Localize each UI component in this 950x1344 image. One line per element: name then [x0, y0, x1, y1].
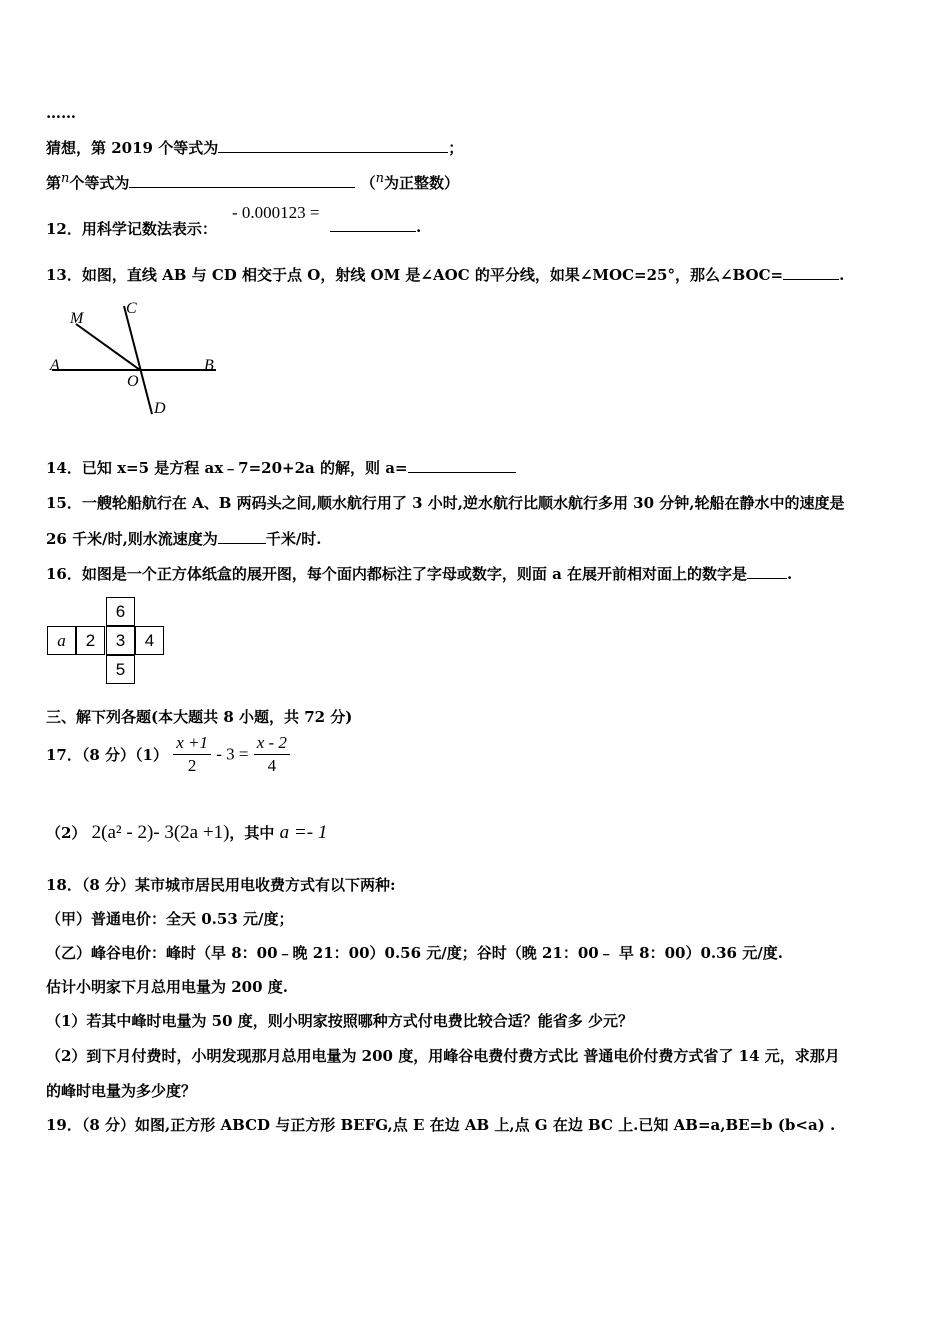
question-17-part2: [46, 822, 327, 844]
answer-blank: [408, 472, 516, 473]
q14-text: 14．已知 x=5 是方程 ax﹣7=20+2a 的解，则 a=: [46, 459, 408, 477]
paren-open: （: [360, 174, 376, 192]
net-cell-a: a: [47, 626, 76, 655]
ellipsis: ……: [46, 104, 76, 122]
question-18-part1: （1）若其中峰时电量为 50 度，则小明家按照哪种方式付电费比较合适？能省多 少元？: [46, 1012, 633, 1030]
guess-suffix: ；: [448, 139, 464, 157]
net-cell-3: 3: [106, 626, 135, 655]
question-12: [46, 218, 217, 239]
q12-end: .: [416, 218, 422, 236]
answer-blank: [218, 152, 448, 153]
answer-blank: [783, 279, 839, 280]
guess-line-2019: [46, 137, 463, 158]
rhs-numerator: x - 2: [254, 732, 290, 755]
net-cell-bottom: 5: [106, 655, 135, 684]
question-14: [46, 457, 516, 478]
question-18-intro: 18．（8 分）某市城市居民用电收费方式有以下两种:: [46, 876, 396, 894]
q15-suffix: 千米/时.: [265, 530, 322, 548]
q15-prefix: 26 千米/时,则水流速度为: [46, 530, 218, 548]
question-18-estimate: 估计小明家下月总用电量为 200 度.: [46, 978, 288, 996]
n-symbol: n: [61, 171, 70, 186]
fraction-lhs: [173, 732, 211, 777]
q16-end: .: [787, 565, 793, 583]
question-15-line2: [46, 528, 322, 549]
q12-expr: - 0.000123 =: [232, 203, 320, 222]
q17-part2-expr: 2(a² - 2)- 3(2a +1): [91, 822, 230, 843]
question-16: [46, 563, 792, 584]
question-18-option-b: （乙）峰谷电价：峰时（早 8：00﹣晚 21：00）0.56 元/度；谷时（晚 21：00﹣ 早 8：00）0.36 元/度.: [46, 944, 783, 962]
net-cell-2: 2: [76, 626, 105, 655]
label-d: D: [154, 400, 166, 417]
question-13: [46, 264, 844, 285]
q17-mid: - 3 =: [216, 744, 249, 764]
label-b: B: [204, 357, 214, 374]
q16-text: 16．如图是一个正方体纸盒的展开图，每个面内都标注了字母或数字，则面 a 在展开前相对面上的数字是: [46, 565, 748, 583]
lhs-numerator: x +1: [173, 732, 211, 755]
paren-close: 为正整数）: [384, 174, 460, 192]
net-cell-4: 4: [135, 626, 164, 655]
guess-line-n: [46, 171, 459, 193]
label-o: O: [127, 373, 139, 390]
question-18-part2-line2: 的峰时电量为多少度？: [46, 1082, 197, 1100]
q12-text: 12．用科学记数法表示：: [46, 220, 217, 238]
n-symbol: n: [375, 171, 385, 186]
net-cell-top: 6: [106, 597, 135, 626]
question-18-option-a: （甲）普通电价：全天 0.53 元/度；: [46, 910, 294, 928]
q12-answer: [330, 218, 421, 236]
guess-prefix: 猜想，第 2019 个等式为: [46, 139, 219, 157]
label-a: A: [50, 357, 60, 374]
question-17-part1: [46, 732, 290, 777]
q17-part2-cond-text: ，其中: [229, 824, 275, 842]
q13-figure: [40, 292, 230, 422]
nth-prefix: 第: [46, 174, 62, 192]
q17-part2-cond: a =- 1: [279, 822, 328, 843]
rhs-denominator: 4: [267, 756, 277, 775]
q17-label: 17．（8 分）（1）: [46, 746, 168, 764]
answer-blank: [129, 187, 355, 188]
answer-blank: [218, 543, 266, 544]
label-c: C: [126, 300, 137, 317]
answer-blank: [747, 578, 787, 579]
q13-text: 13．如图，直线 AB 与 CD 相交于点 O，射线 OM 是∠AOC 的平分线，如果∠MOC=25°，那么∠BOC=: [46, 266, 784, 284]
section-3-title: 三、解下列各题(本大题共 8 小题，共 72 分): [46, 708, 353, 726]
answer-blank: [330, 231, 416, 232]
question-19: 19．（8 分）如图,正方形 ABCD 与正方形 BEFG,点 E 在边 AB 上,点 G 在边 BC 上.已知 AB=a,BE=b (b<a) .: [46, 1116, 836, 1134]
fraction-rhs: [254, 732, 290, 777]
q17-part2-label: （2）: [46, 824, 87, 842]
line-cd: [124, 306, 152, 414]
lhs-denominator: 2: [187, 756, 197, 775]
question-15-line1: 15．一艘轮船航行在 A、B 两码头之间,顺水航行用了 3 小时,逆水航行比顺水航行多用 30 分钟,轮船在静水中的速度是: [46, 494, 845, 512]
question-18-part2-line1: （2）到下月付费时，小明发现那月总用电量为 200 度，用峰谷电费付费方式比 普通电价付费方式省了 14 元，求那月: [46, 1047, 840, 1065]
nth-middle: 个等式为: [69, 174, 130, 192]
label-m: M: [70, 310, 84, 327]
q13-end: .: [839, 266, 845, 284]
